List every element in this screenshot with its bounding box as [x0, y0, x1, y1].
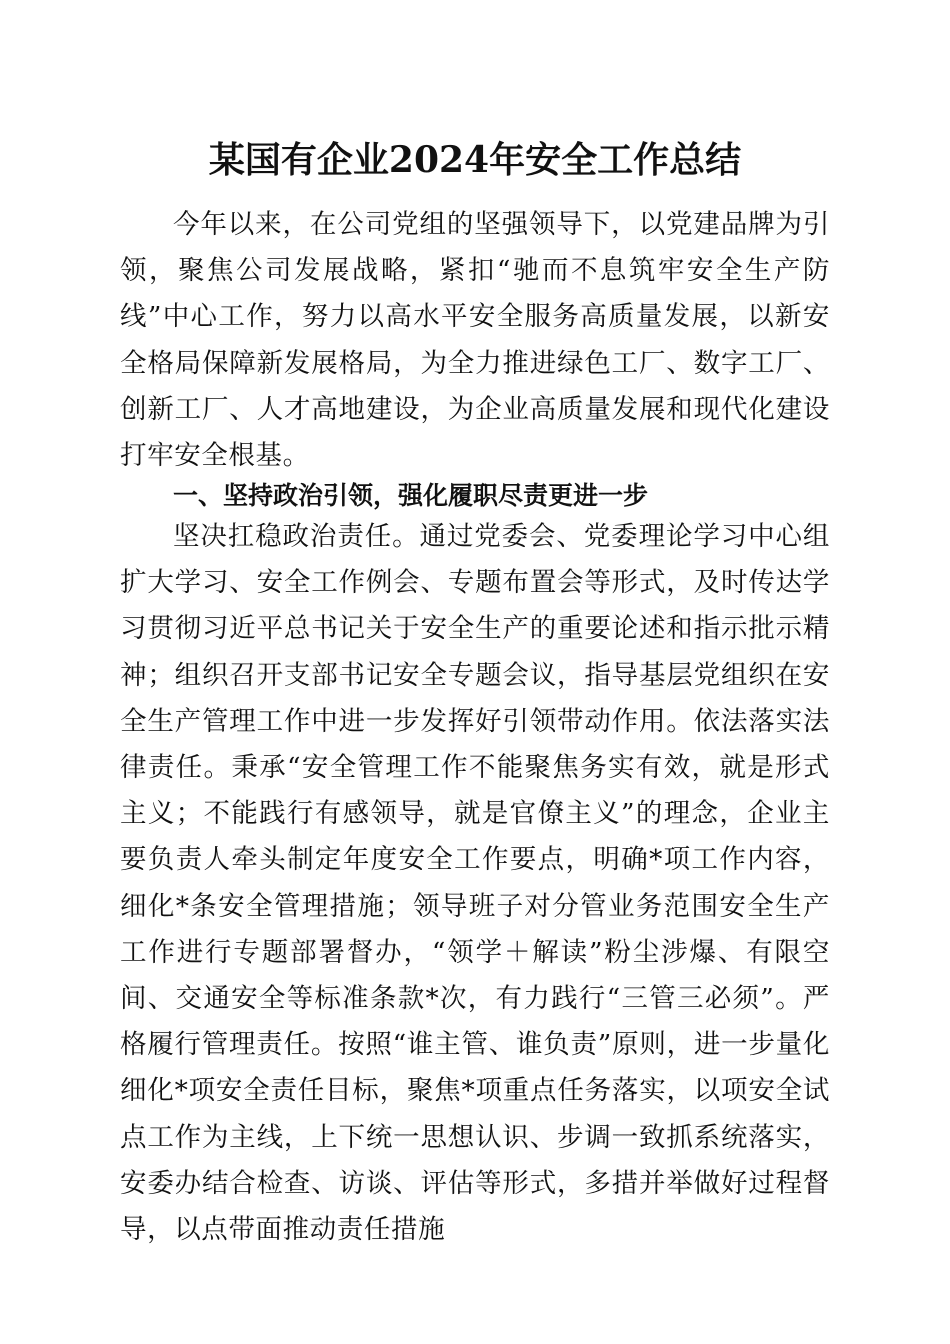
section-paragraph: 坚决扛稳政治责任。通过党委会、党委理论学习中心组扩大学习、安全工作例会、专题布置会等形式，及时传达学习贯彻习近平总书记关于安全生产的重要论述和指示批示精神；组织召开支部书记安全专题会议，指导基层党组织在安全生产管理工作中进一步发挥好引领带动作用。依法落实法律责任。秉承“安全管理工作不能聚焦务实有效，就是形式主义；不能践行有感领导，就是官僚主义”的理念，企业主要负责人牵头制定年度安全工作要点，明确*项工作内容，细化*条安全管理措施；领导班子对分管业务范围安全生产工作进行专题部署督办，“领学＋解读”粉尘涉爆、有限空间、交通安全等标准条款*次，有力践行“三管三必须”。严格履行管理责任。按照“谁主管、谁负责”原则，进一步量化细化*项安全责任目标，聚焦*项重点任务落实，以项安全试点工作为主线，上下统一思想认识、步调一致抓系统落实，安委办结合检查、访谈、评估等形式，多措并举做好过程督导，以点带面推动责任措施: [120, 521, 830, 1246]
document-title: 某国有企业2024年安全工作总结: [208, 139, 742, 181]
intro-paragraph: 今年以来，在公司党组的坚强领导下，以党建品牌为引领，聚焦公司发展战略，紧扣“驰而不息筑牢安全生产防线”中心工作，努力以高水平安全服务高质量发展，以新安全格局保障新发展格局，为全力推进绿色工厂、数字工厂、创新工厂、人才高地建设，为企业高质量发展和现代化建设打牢安全根基。: [120, 209, 830, 472]
section-heading: 一、坚持政治引领，强化履职尽责更进一步: [173, 481, 649, 510]
